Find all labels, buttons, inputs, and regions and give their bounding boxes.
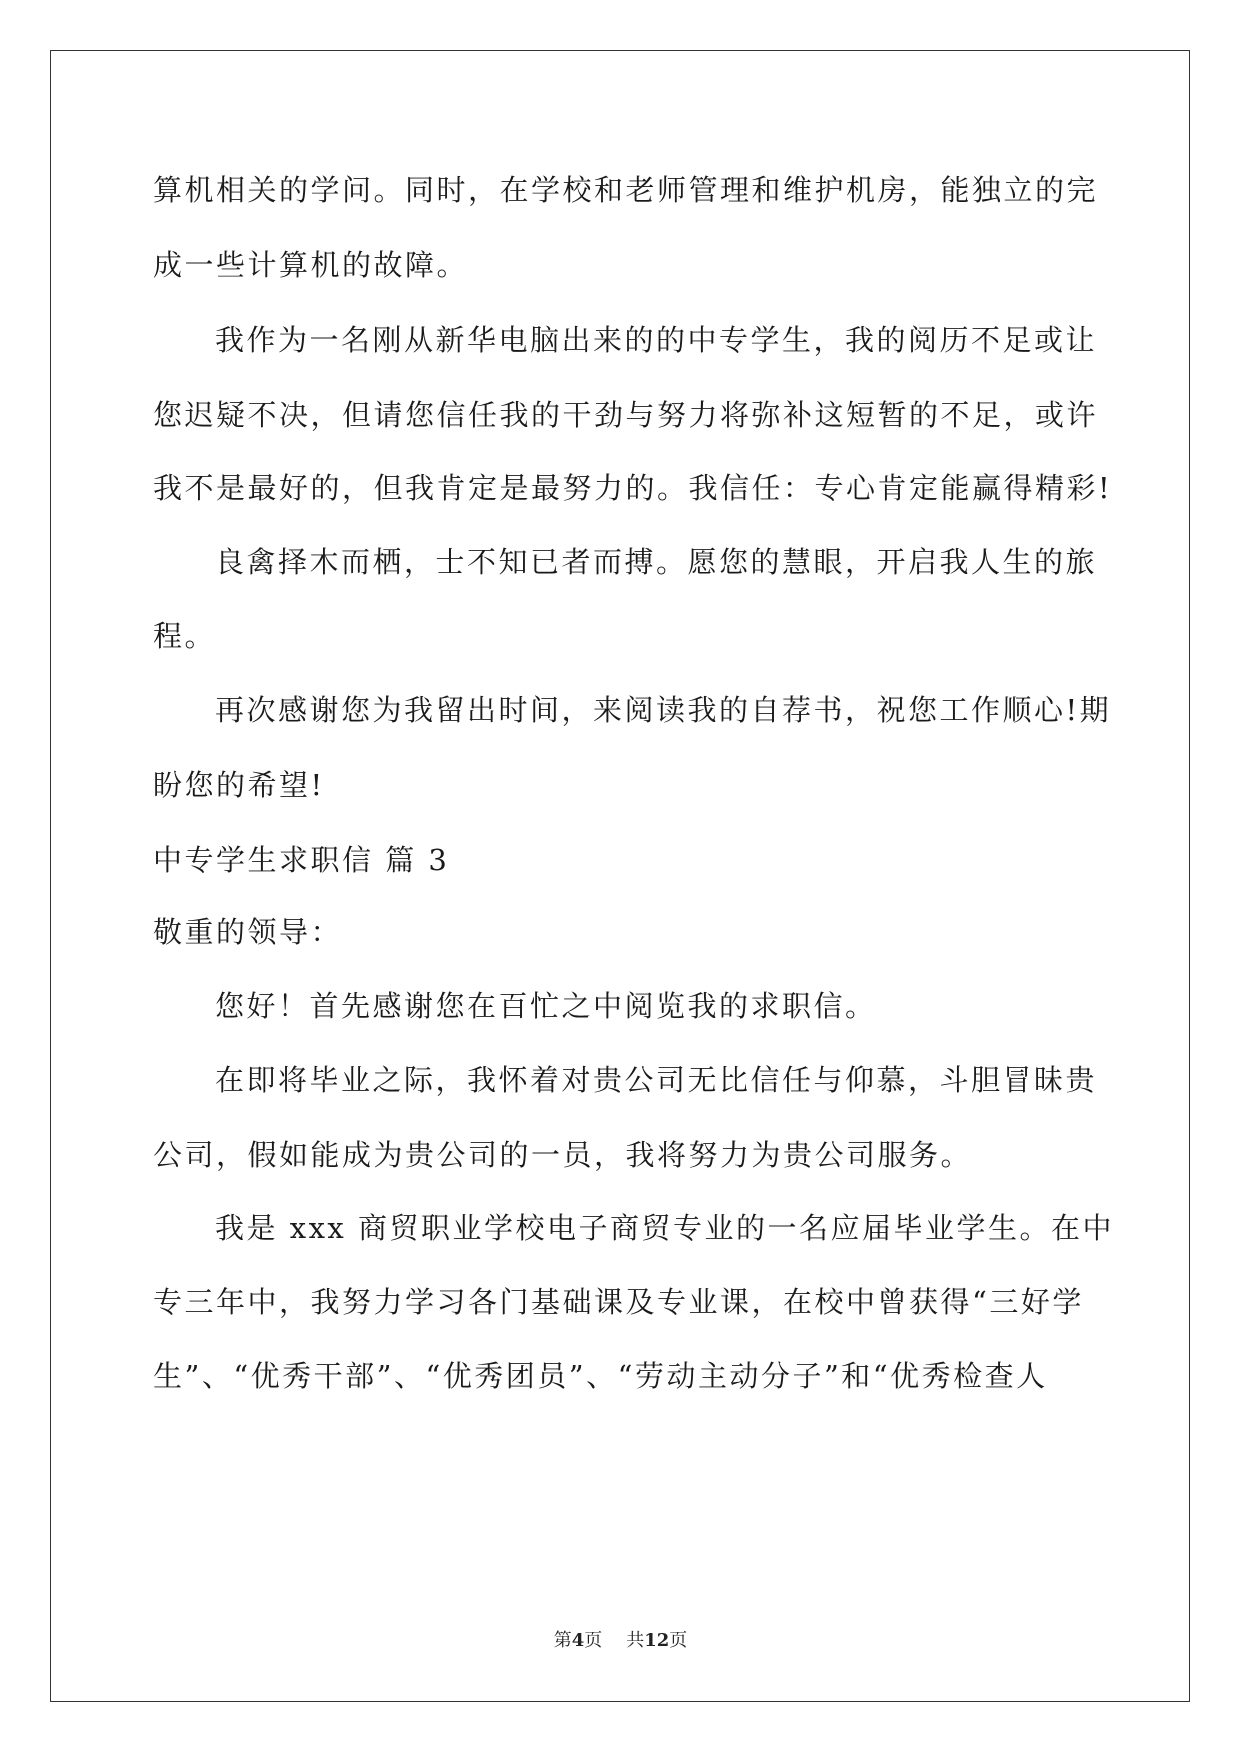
total-page-count: 12 [644, 1630, 670, 1651]
page-label-prefix: 第 [553, 1630, 572, 1651]
paragraph-line: 您迟疑不决，但请您信任我的干劲与努力将弥补这短暂的不足，或许 [153, 398, 1099, 432]
section-heading: 中专学生求职信 篇 3 [153, 843, 450, 877]
page-label-suffix: 页 [584, 1630, 603, 1651]
paragraph-line: 公司，假如能成为贵公司的一员，我将努力为贵公司服务。 [153, 1138, 973, 1172]
paragraph-line: 在即将毕业之际，我怀着对贵公司无比信任与仰慕，斗胆冒昧贵 [215, 1063, 1098, 1097]
paragraph-line: 生”、“优秀干部”、“优秀团员”、“劳动主动分子”和“优秀检查人 [153, 1359, 1048, 1393]
paragraph-line: 盼您的希望! [153, 768, 325, 802]
paragraph-line: 专三年中，我努力学习各门基础课及专业课，在校中曾获得“三好学 [153, 1285, 1084, 1319]
paragraph-line: 您好！首先感谢您在百忙之中阅览我的求职信。 [215, 989, 877, 1023]
paragraph-line: 再次感谢您为我留出时间，来阅读我的自荐书，祝您工作顺心!期 [215, 693, 1112, 727]
paragraph-line: 我不是最好的，但我肯定是最努力的。我信任：专心肯定能赢得精彩! [153, 471, 1113, 505]
paragraph-line: 成一些计算机的故障。 [153, 248, 469, 282]
paragraph-line: 我是 xxx 商贸职业学校电子商贸专业的一名应届毕业学生。在中 [215, 1211, 1115, 1245]
paragraph-line: 程。 [153, 619, 217, 653]
page-footer [0, 1626, 1241, 1652]
paragraph-line: 良禽择木而栖，士不知已者而搏。愿您的慧眼，开启我人生的旅 [215, 545, 1098, 579]
current-page-number: 4 [571, 1630, 585, 1651]
total-label-suffix: 页 [669, 1630, 688, 1651]
paragraph-line: 算机相关的学问。同时，在学校和老师管理和维护机房，能独立的完 [153, 173, 1099, 207]
paragraph-line: 我作为一名刚从新华电脑出来的的中专学生，我的阅历不足或让 [215, 323, 1098, 357]
salutation: 敬重的领导： [153, 915, 343, 949]
total-label-prefix: 共 [626, 1630, 645, 1651]
